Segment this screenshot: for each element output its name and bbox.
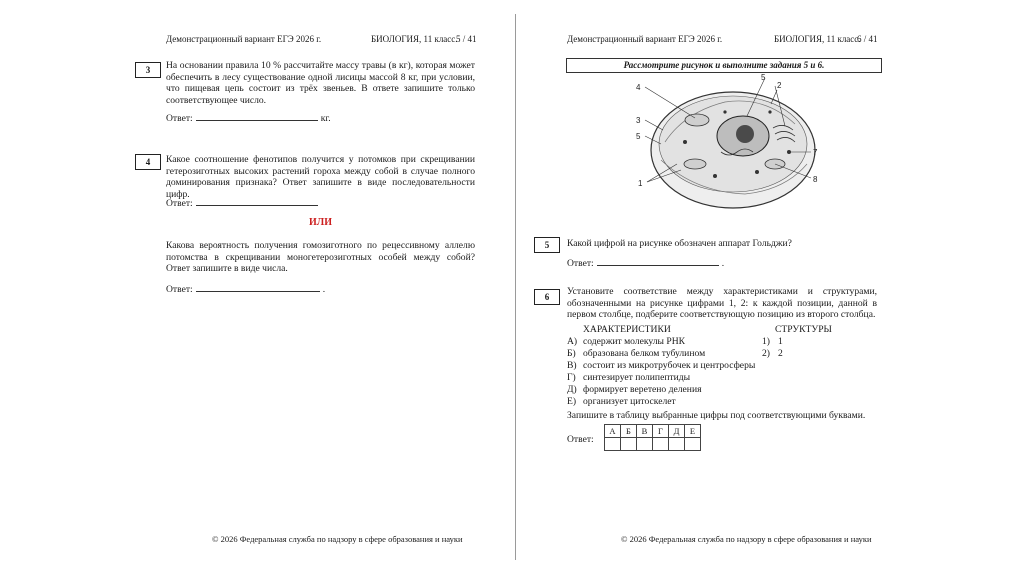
- figure-label-2: 2: [777, 81, 782, 90]
- answer-4-label: Ответ:: [166, 198, 193, 209]
- figure-label-3: 3: [636, 116, 641, 125]
- characteristic-row: [567, 384, 702, 395]
- row-letter: А): [567, 336, 578, 347]
- table-header-cell: Д: [669, 425, 685, 438]
- answer-cell[interactable]: [653, 438, 669, 451]
- question-3-text: На основании правила 10 % рассчитайте массу травы (в кг), которая может обеспечить в лесу существование одной лисицы массой 8 кг, при условии, что пищевая цепь состоит из трёх звеньев. В ответе запишите только соответствующее число.: [166, 60, 475, 106]
- answer-5-input[interactable]: [597, 256, 719, 266]
- table-header-cell: Б: [621, 425, 637, 438]
- row-letter: Г): [567, 372, 576, 383]
- answer-3-label: Ответ:: [166, 113, 193, 124]
- figure-label-8: 8: [813, 175, 818, 184]
- characteristic-row: [567, 348, 705, 359]
- right-page: [517, 0, 1024, 574]
- animal-cell-figure: [625, 72, 825, 230]
- row-text: формирует веретено деления: [583, 384, 702, 395]
- characteristic-row: [567, 372, 690, 383]
- question-4-text: Какое соотношение фенотипов получится у потомков при скрещивании гетерозиготных высоких растений гороха между собой в случае полного доминирования признака? Ответ запишите в виде последовательности цифр.: [166, 154, 475, 200]
- characteristic-row: [567, 396, 676, 407]
- question-4-alt-text: Какова вероятность получения гомозиготного по рецессивному аллелю потомства в скрещивании моногетерозиготных особей между собой? Ответ запишите в виде числа.: [166, 240, 475, 275]
- page-number: 5 / 41: [456, 34, 477, 44]
- figure-banner: Рассмотрите рисунок и выполните задания 5 и 6.: [566, 58, 882, 73]
- question-5-text: Какой цифрой на рисунке обозначен аппарат Гольджи?: [567, 238, 792, 249]
- figure-label-1: 1: [638, 179, 643, 188]
- figure-label-7: 7: [813, 148, 818, 157]
- row-letter: Д): [567, 384, 577, 395]
- page-divider: [515, 14, 516, 560]
- answer-4-alt-end: .: [322, 284, 326, 295]
- answer-table-input-row: [605, 438, 701, 451]
- answer-cell[interactable]: [605, 438, 621, 451]
- answer-3: [166, 111, 331, 124]
- page-number: 6 / 41: [857, 34, 878, 44]
- row-letter: Е): [567, 396, 577, 407]
- footer-left: © 2026 Федеральная служба по надзору в сфере образования и науки: [212, 534, 463, 544]
- answer-6-table: [604, 424, 701, 451]
- nucleolus: [736, 125, 754, 143]
- answer-6-label: Ответ:: [567, 434, 594, 445]
- structure-num: 2): [762, 348, 770, 359]
- row-letter: В): [567, 360, 577, 371]
- answer-4-alt: [166, 282, 325, 295]
- question-6-text: Установите соответствие между характеристиками и структурами, обозначенными на рисунке цифрами 1, 2: к каждой позиции, данной в первом столбце, подберите соответствующую позицию из второго столбца.: [567, 286, 877, 321]
- row-text: состоит из микротрубочек и центросферы: [583, 360, 756, 371]
- footer-right: © 2026 Федеральная служба по надзору в сфере образования и науки: [621, 534, 872, 544]
- header-left: Демонстрационный вариант ЕГЭ 2026 г.: [166, 34, 322, 44]
- question-number-5: 5: [534, 237, 560, 253]
- table-header-cell: Г: [653, 425, 669, 438]
- cell-drawing: [651, 92, 815, 208]
- structure-row: [762, 348, 783, 359]
- table-instruction: Запишите в таблицу выбранные цифры под соответствующими буквами.: [567, 410, 866, 421]
- structures-title: СТРУКТУРЫ: [775, 324, 832, 335]
- header-left: Демонстрационный вариант ЕГЭ 2026 г.: [567, 34, 723, 44]
- figure-label-5: 5: [761, 73, 766, 82]
- answer-4-input[interactable]: [196, 196, 318, 206]
- answer-cell[interactable]: [621, 438, 637, 451]
- characteristics-title: ХАРАКТЕРИСТИКИ: [583, 324, 671, 335]
- question-number-6: 6: [534, 289, 560, 305]
- question-number-3: 3: [135, 62, 161, 78]
- answer-cell[interactable]: [685, 438, 701, 451]
- answer-4-alt-input[interactable]: [196, 282, 320, 292]
- structure-text: 1: [778, 336, 783, 347]
- answer-5-label: Ответ:: [567, 258, 594, 269]
- answer-5-end: .: [721, 258, 725, 269]
- answer-cell[interactable]: [669, 438, 685, 451]
- row-text: организует цитоскелет: [583, 396, 676, 407]
- header-subject: БИОЛОГИЯ, 11 класс.: [371, 34, 458, 44]
- answer-3-unit: кг.: [320, 113, 331, 124]
- or-label: ИЛИ: [309, 217, 333, 228]
- question-number-4: 4: [135, 154, 161, 170]
- figure-label-4: 4: [636, 83, 641, 92]
- answer-4-alt-label: Ответ:: [166, 284, 193, 295]
- row-text: синтезирует полипептиды: [583, 372, 691, 383]
- characteristic-row: [567, 336, 685, 347]
- mitochondrion: [685, 114, 709, 126]
- structure-row: [762, 336, 783, 347]
- answer-4: [166, 196, 321, 209]
- table-header-cell: А: [605, 425, 621, 438]
- row-text: содержит молекулы РНК: [583, 336, 686, 347]
- answer-table-header-row: [605, 425, 701, 438]
- header-subject: БИОЛОГИЯ, 11 класс.: [774, 34, 861, 44]
- table-header-cell: Е: [685, 425, 701, 438]
- row-letter: Б): [567, 348, 576, 359]
- answer-3-input[interactable]: [196, 111, 318, 121]
- table-header-cell: В: [637, 425, 653, 438]
- structure-num: 1): [762, 336, 770, 347]
- characteristic-row: [567, 360, 755, 371]
- answer-cell[interactable]: [637, 438, 653, 451]
- structure-text: 2: [778, 348, 783, 359]
- figure-label-5-left: 5: [636, 132, 641, 141]
- row-text: образована белком тубулином: [583, 348, 706, 359]
- answer-5: [567, 256, 724, 269]
